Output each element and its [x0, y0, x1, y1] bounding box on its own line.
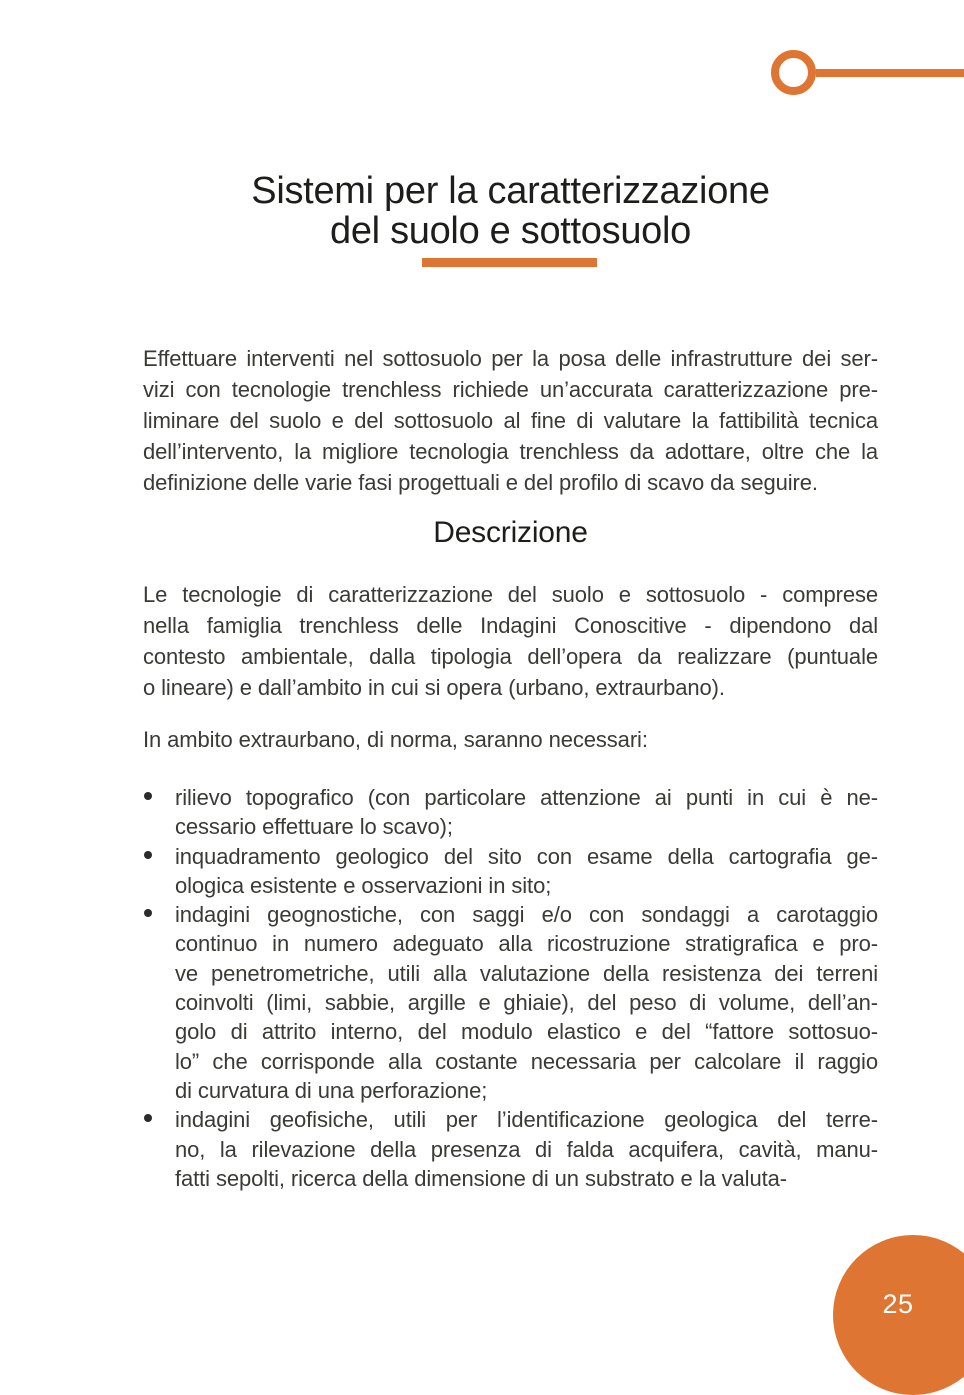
page-number: 25	[882, 1289, 914, 1319]
text-line: indagini geognostiche, con saggi e/o con sondaggi a carotaggio	[175, 902, 878, 928]
text-line: indagini geofisiche, utili per l’identificazione geologica del terre-	[175, 1107, 878, 1133]
page-number-badge	[833, 1235, 964, 1395]
bullet-dot-icon	[144, 909, 152, 917]
ring-icon	[771, 50, 816, 95]
text-line: nella famiglia trenchless delle Indagini Conoscitive - dipendono dal	[143, 613, 878, 638]
bullet-dot-icon	[144, 851, 152, 859]
text-line: rilievo topografico (con particolare attenzione ai punti in cui è ne-	[175, 785, 878, 810]
text-line: In ambito extraurbano, di norma, saranno necessari:	[143, 727, 648, 752]
text-line: cessario effettuare lo scavo);	[175, 814, 453, 840]
text-line: ologica esistente e osservazioni in sito;	[175, 872, 552, 898]
bullet-dot-icon	[144, 1114, 152, 1122]
text-line: continuo in numero adeguato alla ricostruzione stratigrafica e pro-	[175, 931, 878, 957]
description-paragraph-2	[143, 724, 878, 755]
section-heading: Descrizione	[433, 516, 588, 549]
description-paragraph-1	[143, 579, 878, 703]
text-line: liminare del suolo e del sottosuolo al fine di valutare la fattibilità tecnica	[143, 408, 878, 433]
text-line: Effettuare interventi nel sottosuolo per la posa delle infrastrutture dei ser-	[143, 346, 878, 371]
text-line: vizi con tecnologie trenchless richiede un’accurata caratterizzazione pre-	[143, 377, 878, 402]
text-line: fatti sepolti, ricerca della dimensione di un substrato e la valuta-	[175, 1165, 787, 1191]
text-line: lo” che corrisponde alla costante necessaria per calcolare il raggio	[175, 1048, 878, 1074]
bullet-item	[143, 1105, 878, 1193]
text-line: Le tecnologie di caratterizzazione del suolo e sottosuolo - comprese	[143, 582, 878, 607]
bullet-item	[143, 783, 878, 842]
bullet-item	[143, 900, 878, 1105]
intro-paragraph	[143, 343, 878, 498]
text-line: definizione delle varie fasi progettuali e del profilo di scavo da seguire.	[143, 470, 818, 495]
text-line: di curvatura di una perforazione;	[175, 1077, 488, 1103]
text-line: inquadramento geologico del sito con esame della cartografia ge-	[175, 843, 878, 869]
text-line: coinvolti (limi, sabbie, argille e ghiaie), del peso di volume, dell’an-	[175, 990, 878, 1016]
bullet-dot-icon	[144, 792, 152, 800]
text-line: o lineare) e dall’ambito in cui si opera (urbano, extraurbano).	[143, 675, 725, 700]
bullet-list	[143, 783, 878, 1193]
decorative-rule	[816, 69, 964, 77]
text-line: contesto ambientale, dalla tipologia dell’opera da realizzare (puntuale	[143, 644, 878, 669]
text-line: del suolo e sottosuolo	[330, 210, 691, 252]
title-underline-bar	[422, 258, 597, 267]
text-line: dell’intervento, la migliore tecnologia trenchless da adottare, oltre che la	[143, 439, 878, 464]
text-line: ve penetrometriche, utili alla valutazione della resistenza dei terreni	[175, 960, 878, 986]
page-title	[143, 171, 878, 251]
text-line: golo di attrito interno, del modulo elastico e del “fattore sottosuo-	[175, 1019, 878, 1045]
bullet-item	[143, 842, 878, 901]
text-line: Sistemi per la caratterizzazione	[251, 170, 770, 212]
text-line: no, la rilevazione della presenza di falda acquifera, cavità, manu-	[175, 1136, 878, 1162]
